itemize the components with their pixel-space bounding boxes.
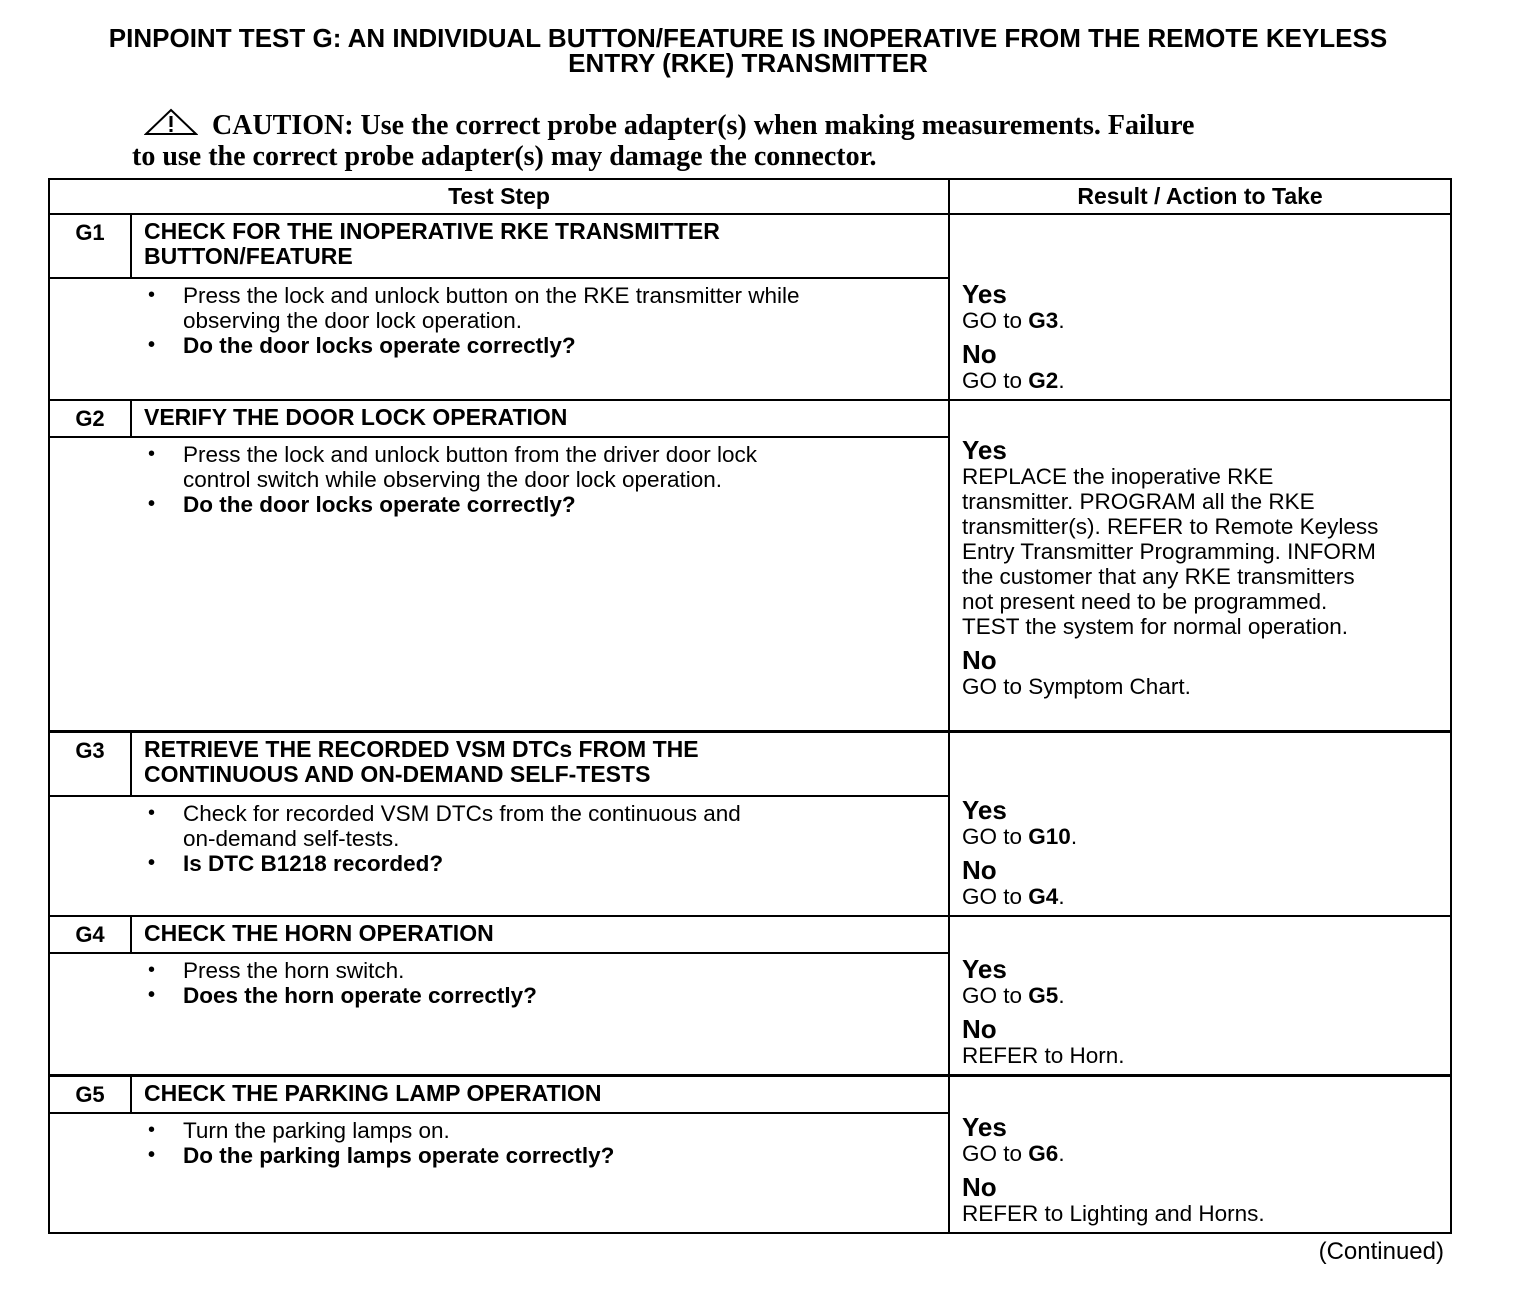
action-text: GO to	[962, 824, 1029, 849]
result-cell	[949, 214, 1451, 400]
action-text: GO to	[962, 884, 1029, 909]
caution-line-1: CAUTION: Use the correct probe adapter(s) when making measurements. Failure	[212, 110, 1195, 141]
caution-line-1-wrap	[132, 108, 1372, 141]
result-cell	[949, 916, 1451, 1076]
header-result: Result / Action to Take	[949, 179, 1451, 214]
step-question: • Is DTC B1218 recorded?	[146, 851, 938, 876]
result-cell	[949, 400, 1451, 732]
no-action: GO to G2.	[962, 368, 1065, 393]
step-id: G3	[50, 733, 132, 795]
step-body	[50, 952, 948, 1074]
step-text: • Press the lock and unlock button on the RKE transmitter while	[183, 283, 800, 308]
step-id: G1	[50, 215, 132, 277]
list-item	[146, 801, 938, 851]
pinpoint-test-table	[48, 178, 1452, 1234]
goto-target: G10	[1028, 824, 1071, 849]
step-id: G4	[50, 917, 132, 952]
table-row	[49, 400, 1451, 732]
action-text: TEST the system for normal operation.	[962, 614, 1349, 639]
no-label: No	[962, 1014, 997, 1044]
yes-action: GO to G10.	[962, 824, 1078, 849]
page-title	[0, 23, 1496, 78]
header-test-step: Test Step	[49, 179, 949, 214]
step-question: • Do the door locks operate correctly?	[146, 492, 938, 517]
continued-label: (Continued)	[1318, 1238, 1444, 1265]
no-action: GO to Symptom Chart.	[962, 674, 1191, 699]
step-question: • Does the horn operate correctly?	[146, 983, 938, 1008]
goto-target: G3	[1028, 308, 1059, 333]
list-item: • Press the horn switch.	[146, 958, 938, 983]
goto-target: G6	[1028, 1141, 1059, 1166]
result-cell	[949, 1076, 1451, 1234]
table-row	[49, 214, 1451, 400]
step-body	[50, 1112, 948, 1232]
no-action: REFER to Lighting and Horns.	[962, 1201, 1265, 1226]
no-label: No	[962, 645, 997, 675]
step-text: • Check for recorded VSM DTCs from the continuous and	[183, 801, 741, 826]
action-text: GO to	[962, 983, 1029, 1008]
step-heading-line: BUTTON/FEATURE	[144, 243, 353, 269]
caution-notice	[132, 108, 1372, 172]
no-label: No	[962, 1172, 997, 1202]
caution-line-2: to use the correct probe adapter(s) may damage the connector.	[132, 141, 877, 172]
step-heading	[132, 215, 732, 277]
yes-label: Yes	[962, 795, 1007, 825]
no-action: REFER to Horn.	[962, 1043, 1125, 1068]
step-text: • Press the lock and unlock button from the driver door lock	[183, 442, 758, 467]
title-line-1: PINPOINT TEST G: AN INDIVIDUAL BUTTON/FEATURE IS INOPERATIVE FROM THE REMOTE KEYLESS	[108, 23, 1388, 53]
step-heading: CHECK THE HORN OPERATION	[144, 920, 494, 946]
step-question: • Do the door locks operate correctly?	[146, 333, 938, 358]
yes-label: Yes	[962, 1112, 1007, 1142]
table-header-row	[49, 179, 1451, 214]
yes-action: GO to G3.	[962, 308, 1065, 333]
action-text: transmitter. PROGRAM all the RKE	[962, 489, 1315, 514]
yes-label: Yes	[962, 435, 1007, 465]
list-item: • Turn the parking lamps on.	[146, 1118, 938, 1143]
action-text: not present need to be programmed.	[962, 589, 1328, 614]
yes-action: GO to G5.	[962, 983, 1065, 1008]
step-heading: VERIFY THE DOOR LOCK OPERATION	[144, 404, 568, 430]
goto-target: G2	[1028, 368, 1059, 393]
no-label: No	[962, 339, 997, 369]
step-heading-line: RETRIEVE THE RECORDED VSM DTCs FROM THE	[144, 736, 699, 762]
yes-action: GO to G6.	[962, 1141, 1065, 1166]
action-text: transmitter(s). REFER to Remote Keyless	[962, 514, 1379, 539]
result-cell	[949, 732, 1451, 917]
action-text: REPLACE the inoperative RKE	[962, 464, 1274, 489]
action-text: GO to	[962, 308, 1029, 333]
action-text: GO to	[962, 368, 1029, 393]
step-heading-line: CHECK FOR THE INOPERATIVE RKE TRANSMITTER	[144, 218, 720, 244]
step-heading: CHECK THE PARKING LAMP OPERATION	[144, 1080, 602, 1106]
step-body	[50, 795, 948, 915]
action-text: Entry Transmitter Programming. INFORM	[962, 539, 1376, 564]
goto-target: G5	[1028, 983, 1059, 1008]
step-heading	[132, 733, 711, 795]
table-row	[49, 916, 1451, 1076]
list-item	[146, 283, 938, 333]
list-item	[146, 442, 938, 492]
step-body	[50, 277, 948, 399]
table-row	[49, 1076, 1451, 1234]
no-action: GO to G4.	[962, 884, 1065, 909]
step-id: G5	[50, 1077, 132, 1112]
step-question: • Do the parking lamps operate correctly?	[146, 1143, 938, 1168]
yes-label: Yes	[962, 279, 1007, 309]
step-body	[50, 436, 948, 730]
step-heading-line: CONTINUOUS AND ON-DEMAND SELF-TESTS	[144, 761, 651, 787]
action-text: the customer that any RKE transmitters	[962, 564, 1355, 589]
table-row	[49, 732, 1451, 917]
goto-target: G4	[1028, 884, 1059, 909]
no-label: No	[962, 855, 997, 885]
step-text: control switch while observing the door lock operation.	[183, 467, 723, 492]
yes-action	[962, 464, 1442, 639]
step-text: observing the door lock operation.	[183, 308, 522, 333]
title-line-2: ENTRY (RKE) TRANSMITTER	[568, 48, 928, 78]
warning-triangle-icon	[144, 108, 198, 136]
step-id: G2	[50, 401, 132, 436]
step-text: on-demand self-tests.	[183, 826, 400, 851]
yes-label: Yes	[962, 954, 1007, 984]
action-text: GO to	[962, 1141, 1029, 1166]
